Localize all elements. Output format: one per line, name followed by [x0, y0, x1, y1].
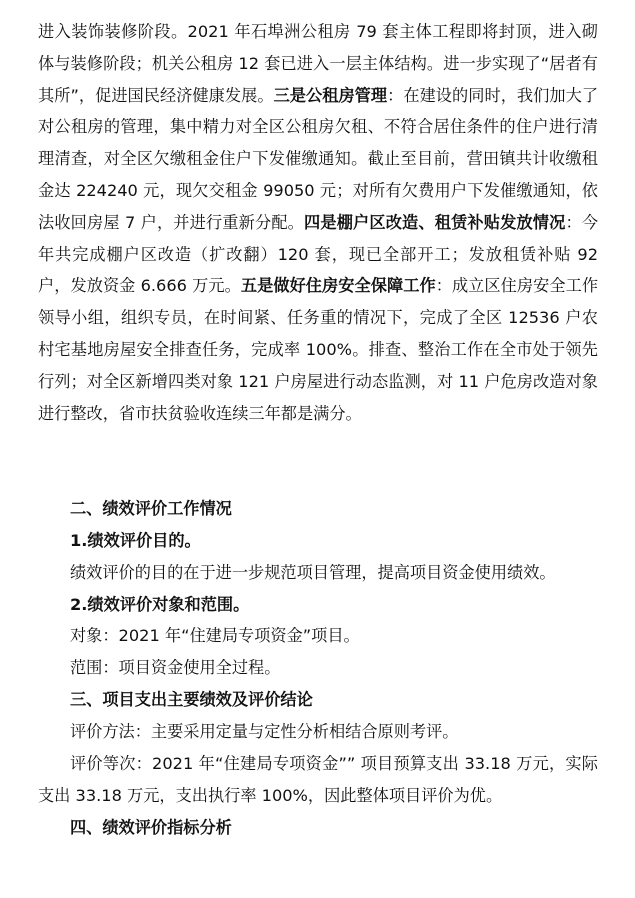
subheading-object-scope: 2.绩效评价对象和范围。: [70, 595, 250, 614]
method-text: 评价方法：主要采用定量与定性分析相结合原则考评。: [70, 722, 459, 741]
paragraph-text: ：成立区住房安全工作领导小组，组织专员，在时间紧、任务重的情况下，完成了全区 12536 户农村宅基地房屋安全排查任务，完成率 100%。排查、整治工作在全市处于领先行列；对全区新增四类对象 121 户房屋进行动态监测，对 11 户危房改造对象进行整改，省市扶贫验收连续三年都是满分。: [38, 276, 599, 423]
section-heading-2: 二、绩效评价工作情况: [70, 499, 232, 518]
inline-heading-housing-safety: 五是做好住房安全保障工作: [240, 276, 436, 296]
paragraph-text: ：今年共完成棚户区改造（扩改翻）120 套，现已全部开工；发放租赁补贴 92 户，发放资金 6.666 万元。: [38, 212, 599, 296]
inline-heading-public-rental: 三是公租房管理: [273, 85, 388, 105]
subheading-purpose: 1.绩效评价目的。: [70, 531, 201, 550]
paragraph-text: ：在建设的同时，我们加大了对公租房的管理，集中精力对全区公租房欠租、不符合居住条件的住户进行清理清查，对全区欠缴租金住户下发催缴通知。截止至目前，营田镇共计收缴租金达 224240 元，现欠交租金 99050 元；对所有欠费用户下发催缴通知，依法收回房屋 7 户，并进行重新分配。: [38, 85, 599, 232]
grade-text: 评价等次：2021 年“住建局专项资金”” 项目预算支出 33.18 万元，实际支出 33.18 万元，支出执行率 100%，因此整体项目评价为优。: [38, 754, 598, 805]
section-heading-4: 四、绩效评价指标分析: [70, 818, 232, 837]
scope-text: 范围：项目资金使用全过程。: [70, 658, 281, 677]
section-heading-3: 三、项目支出主要绩效及评价结论: [70, 690, 313, 709]
paragraph-text: 进入装饰装修阶段。2021 年石埠洲公租房 79 套主体工程即将封顶，进入砌体与装修阶段；机关公租房 12 套已进入一层主体结构。进一步实现了“居者有其所”，促进国民经济健康发展。: [38, 22, 598, 105]
object-text: 对象：2021 年“住建局专项资金”项目。: [70, 626, 360, 645]
inline-heading-shantytown: 四是棚户区改造、租赁补贴发放情况: [304, 212, 566, 232]
purpose-text: 绩效评价的目的在于进一步规范项目管理，提高项目资金使用绩效。: [70, 563, 556, 582]
body-paragraph-housing: [38, 16, 598, 429]
